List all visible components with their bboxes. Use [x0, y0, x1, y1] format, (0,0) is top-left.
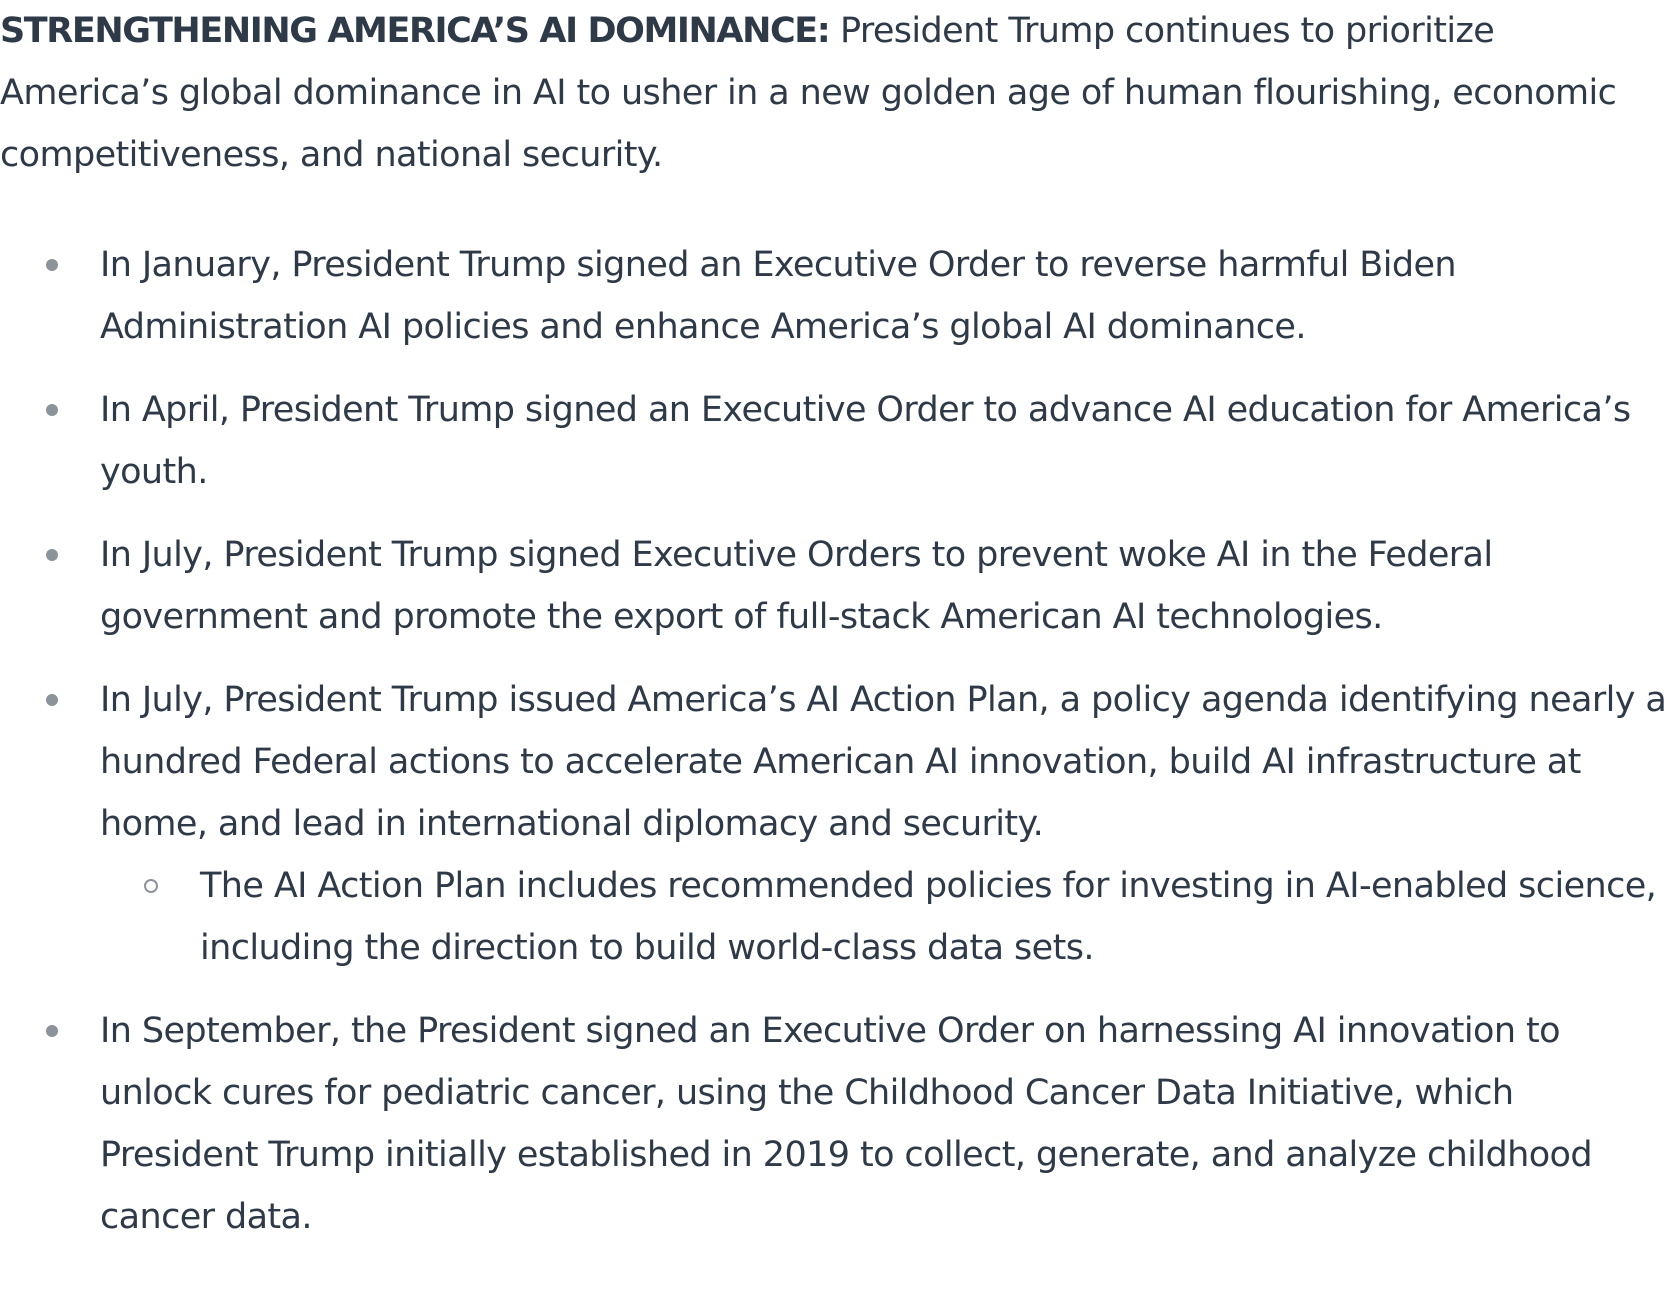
list-item: [100, 524, 1680, 648]
sub-bullet-list: [100, 855, 1680, 979]
list-item-text: In January, President Trump signed an Executive Order to reverse harmful Biden Administration AI policies and enhance America’s global AI dominance.: [100, 245, 1456, 347]
list-item-text: In July, President Trump signed Executive Orders to prevent woke AI in the Federal government and promote the export of full-stack American AI technologies.: [100, 535, 1493, 637]
list-item: [100, 669, 1680, 979]
list-item: [100, 1000, 1680, 1248]
list-item: [100, 234, 1680, 358]
list-item-text: In July, President Trump issued America’s AI Action Plan, a policy agenda identifying nearly a hundred Federal actions to accelerate American AI innovation, build AI infrastructure at home, and lead in international diplomacy and security.: [100, 680, 1667, 844]
intro-paragraph: [0, 0, 1670, 186]
sub-list-item-text: The AI Action Plan includes recommended policies for investing in AI-enabled science, including the direction to build world-class data sets.: [200, 866, 1657, 968]
list-item-text: In April, President Trump signed an Executive Order to advance AI education for America’s youth.: [100, 390, 1631, 492]
list-item: [100, 379, 1680, 503]
list-item-text: In September, the President signed an Executive Order on harnessing AI innovation to unlock cures for pediatric cancer, using the Childhood Cancer Data Initiative, which President Trump initially established in 2019 to collect, generate, and analyze childhood cancer data.: [100, 1011, 1592, 1237]
bullet-list: [0, 234, 1680, 1248]
intro-text: President Trump continues to prioritize America’s global dominance in AI to usher in a new golden age of human flourishing, economic competitiveness, and national security.: [0, 11, 1617, 175]
section-heading: STRENGTHENING AMERICA’S AI DOMINANCE:: [0, 11, 830, 51]
sub-list-item: [200, 855, 1680, 979]
